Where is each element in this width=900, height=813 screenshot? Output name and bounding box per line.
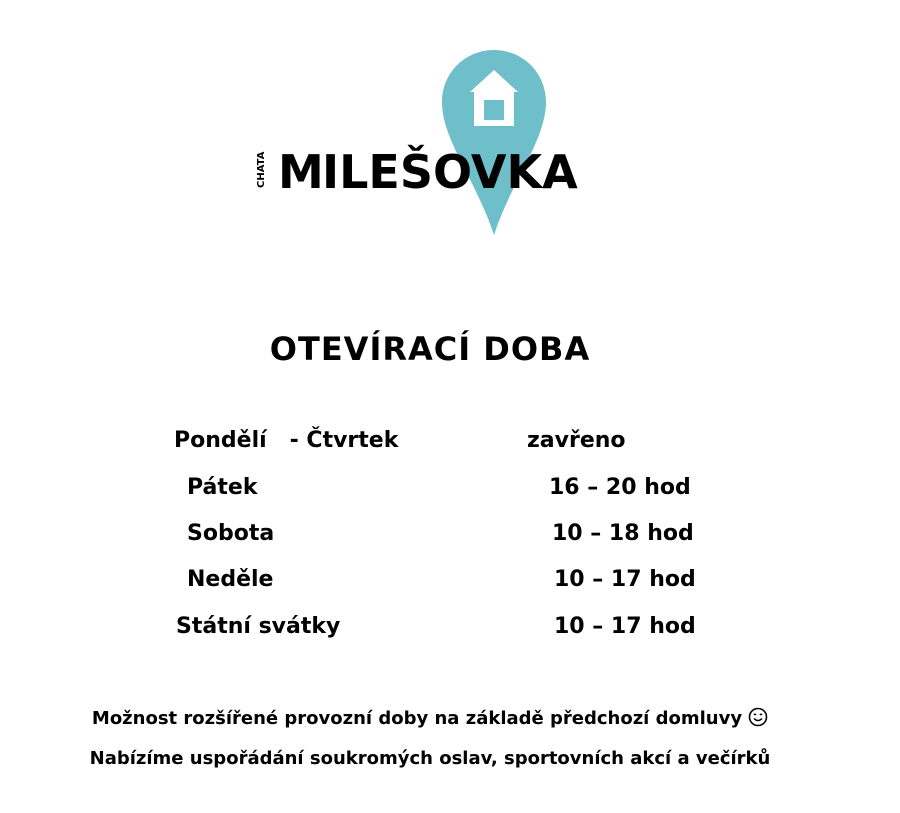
- hours-day: Pátek: [187, 475, 258, 500]
- brand-name-rest: ILEŠOVKA: [322, 145, 578, 199]
- page-title: OTEVÍRACÍ DOBA: [269, 330, 591, 368]
- hours-time: 10 – 18 hod: [552, 521, 694, 546]
- brand-logo: [250, 40, 610, 240]
- note-offer: Nabízíme uspořádání soukromých oslav, sportovních akcí a večírků: [89, 748, 771, 769]
- hours-day: Pondělí - Čtvrtek: [174, 428, 399, 453]
- note-extended-hours: [0, 707, 860, 732]
- note-extended-text: Možnost rozšířené provozní doby na základě předchozí domluvy: [91, 708, 743, 729]
- hours-row-holidays: [0, 614, 900, 654]
- hours-time: 10 – 17 hod: [554, 614, 696, 639]
- map-pin-house-icon: [442, 50, 546, 235]
- hours-row-mon-thu: [0, 428, 900, 468]
- hours-day: Sobota: [187, 521, 275, 546]
- smiley-icon: [748, 707, 768, 732]
- hours-day: Státní svátky: [176, 614, 341, 639]
- hours-time: zavřeno: [527, 428, 626, 453]
- hours-row-saturday: [0, 521, 900, 561]
- hours-time: 16 – 20 hod: [549, 475, 691, 500]
- hours-row-sunday: [0, 567, 900, 607]
- hours-time: 10 – 17 hod: [554, 567, 696, 592]
- hours-day: Neděle: [187, 567, 274, 592]
- brand-name-first: M: [278, 145, 324, 199]
- brand-prefix: CHATA: [256, 151, 267, 188]
- hours-row-friday: [0, 475, 900, 515]
